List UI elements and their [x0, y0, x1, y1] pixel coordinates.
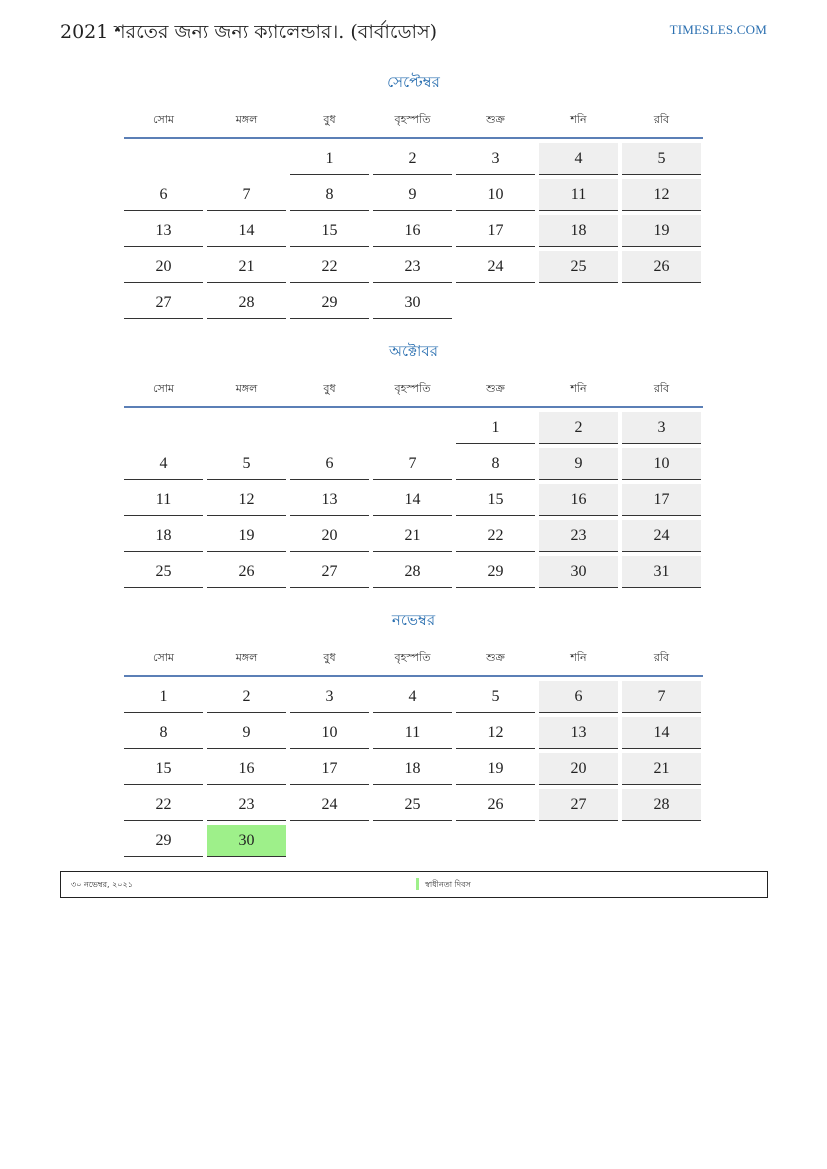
day-cell[interactable]: 27: [290, 556, 369, 588]
week-row: [124, 484, 703, 516]
day-cell[interactable]: 20: [290, 520, 369, 552]
empty-day-cell: [456, 287, 535, 319]
day-cell[interactable]: 3: [456, 143, 535, 175]
day-cell[interactable]: 12: [622, 179, 701, 211]
week-row: [124, 753, 703, 785]
holiday-day-cell[interactable]: 30: [207, 825, 286, 857]
day-cell[interactable]: 10: [456, 179, 535, 211]
day-cell[interactable]: 26: [456, 789, 535, 821]
day-cell[interactable]: 8: [456, 448, 535, 480]
month-title: সেপ্টেম্বর: [387, 73, 440, 91]
weekday-label: রবি: [653, 112, 670, 126]
day-cell[interactable]: 19: [207, 520, 286, 552]
weekday-label: মঙ্গল: [235, 650, 258, 664]
day-cell[interactable]: 21: [207, 251, 286, 283]
day-cell[interactable]: 1: [124, 681, 203, 713]
weekday-label: শুক্র: [486, 381, 505, 395]
day-cell[interactable]: 30: [539, 556, 618, 588]
weekday-label: বুধ: [323, 112, 336, 126]
day-cell[interactable]: 20: [539, 753, 618, 785]
day-cell[interactable]: 16: [539, 484, 618, 516]
day-cell[interactable]: 12: [207, 484, 286, 516]
brand-link[interactable]: TIMESLES.COM: [669, 22, 767, 37]
day-cell[interactable]: 3: [622, 412, 701, 444]
day-cell[interactable]: 17: [622, 484, 701, 516]
week-row: [124, 520, 703, 552]
week-row: [124, 448, 703, 480]
week-row: [124, 681, 703, 713]
day-cell[interactable]: 25: [539, 251, 618, 283]
weekday-label: শুক্র: [486, 112, 505, 126]
day-cell[interactable]: 24: [290, 789, 369, 821]
day-cell[interactable]: 18: [373, 753, 452, 785]
day-cell[interactable]: 8: [290, 179, 369, 211]
day-cell[interactable]: 6: [539, 681, 618, 713]
weekday-label: বৃহস্পতি: [394, 381, 431, 395]
empty-day-cell: [539, 287, 618, 319]
day-cell[interactable]: 2: [207, 681, 286, 713]
day-cell[interactable]: 9: [539, 448, 618, 480]
weekday-header-row: [124, 646, 703, 670]
weekday-header-row: [124, 377, 703, 401]
day-cell[interactable]: 21: [373, 520, 452, 552]
day-cell[interactable]: 13: [539, 717, 618, 749]
day-cell[interactable]: 7: [373, 448, 452, 480]
day-cell[interactable]: 24: [456, 251, 535, 283]
empty-day-cell: [124, 412, 203, 444]
week-row: [124, 412, 703, 444]
day-cell[interactable]: 27: [124, 287, 203, 319]
day-cell[interactable]: 28: [373, 556, 452, 588]
weekday-label: রবি: [653, 650, 670, 664]
day-cell[interactable]: 2: [539, 412, 618, 444]
day-cell[interactable]: 15: [290, 215, 369, 247]
day-cell[interactable]: 10: [622, 448, 701, 480]
day-cell[interactable]: 1: [290, 143, 369, 175]
day-cell[interactable]: 26: [207, 556, 286, 588]
day-cell[interactable]: 26: [622, 251, 701, 283]
day-cell[interactable]: 2: [373, 143, 452, 175]
weekday-label: মঙ্গল: [235, 112, 258, 126]
day-cell[interactable]: 24: [622, 520, 701, 552]
weekday-label: মঙ্গল: [235, 381, 258, 395]
day-cell[interactable]: 7: [622, 681, 701, 713]
day-cell[interactable]: 9: [207, 717, 286, 749]
empty-day-cell: [373, 825, 452, 857]
day-cell[interactable]: 29: [124, 825, 203, 857]
day-cell[interactable]: 11: [124, 484, 203, 516]
day-cell[interactable]: 5: [456, 681, 535, 713]
month-october: [124, 339, 703, 588]
weekday-label: সোম: [152, 381, 175, 395]
week-row: [124, 287, 703, 319]
day-cell[interactable]: 14: [207, 215, 286, 247]
day-cell[interactable]: 1: [456, 412, 535, 444]
weekday-label: বুধ: [323, 650, 336, 664]
day-cell[interactable]: 29: [456, 556, 535, 588]
weekday-label: সোম: [152, 112, 175, 126]
empty-day-cell: [290, 825, 369, 857]
day-cell[interactable]: 13: [124, 215, 203, 247]
header-divider: [124, 406, 703, 408]
holiday-date: ৩০ নভেম্বর, ২০২১: [71, 880, 133, 889]
day-cell[interactable]: 16: [373, 215, 452, 247]
weekday-label: বৃহস্পতি: [394, 650, 431, 664]
day-cell[interactable]: 28: [207, 287, 286, 319]
day-cell[interactable]: 4: [124, 448, 203, 480]
weekday-label: রবি: [653, 381, 670, 395]
day-cell[interactable]: 23: [539, 520, 618, 552]
day-cell[interactable]: 23: [207, 789, 286, 821]
week-row: [124, 825, 703, 857]
day-cell[interactable]: 25: [124, 556, 203, 588]
day-cell[interactable]: 19: [622, 215, 701, 247]
weekday-label: শনি: [570, 381, 587, 395]
empty-day-cell: [456, 825, 535, 857]
month-title: নভেম্বর: [391, 611, 436, 629]
week-row: [124, 179, 703, 211]
weekday-label: সোম: [152, 650, 175, 664]
week-row: [124, 215, 703, 247]
header-divider: [124, 675, 703, 677]
day-cell[interactable]: 7: [207, 179, 286, 211]
day-cell[interactable]: 3: [290, 681, 369, 713]
day-cell[interactable]: 27: [539, 789, 618, 821]
day-cell[interactable]: 16: [207, 753, 286, 785]
week-row: [124, 717, 703, 749]
day-cell[interactable]: 15: [124, 753, 203, 785]
week-row: [124, 556, 703, 588]
week-row: [124, 789, 703, 821]
weekday-label: বৃহস্পতি: [394, 112, 431, 126]
month-september: [124, 70, 703, 319]
month-november: [124, 608, 703, 857]
day-cell[interactable]: 12: [456, 717, 535, 749]
day-cell[interactable]: 11: [373, 717, 452, 749]
empty-day-cell: [622, 825, 701, 857]
day-cell[interactable]: 20: [124, 251, 203, 283]
day-cell[interactable]: 22: [456, 520, 535, 552]
empty-day-cell: [622, 287, 701, 319]
holiday-color-swatch: [416, 878, 419, 890]
holiday-legend: [60, 871, 768, 898]
weekday-label: শনি: [570, 650, 587, 664]
week-row: [124, 143, 703, 175]
empty-day-cell: [373, 412, 452, 444]
empty-day-cell: [207, 143, 286, 175]
page-title: 2021 শরতের জন্য জন্য ক্যালেন্ডার।. (বার্বাডোস): [60, 21, 438, 43]
day-cell[interactable]: 14: [622, 717, 701, 749]
day-cell[interactable]: 14: [373, 484, 452, 516]
weekday-label: শুক্র: [486, 650, 505, 664]
empty-day-cell: [539, 825, 618, 857]
day-cell[interactable]: 29: [290, 287, 369, 319]
day-cell[interactable]: 6: [290, 448, 369, 480]
day-cell[interactable]: 19: [456, 753, 535, 785]
day-cell[interactable]: 22: [290, 251, 369, 283]
day-cell[interactable]: 25: [373, 789, 452, 821]
day-cell[interactable]: 11: [539, 179, 618, 211]
day-cell[interactable]: 6: [124, 179, 203, 211]
day-cell[interactable]: 8: [124, 717, 203, 749]
day-cell[interactable]: 22: [124, 789, 203, 821]
day-cell[interactable]: 28: [622, 789, 701, 821]
day-cell[interactable]: 17: [456, 215, 535, 247]
day-cell[interactable]: 21: [622, 753, 701, 785]
day-cell[interactable]: 9: [373, 179, 452, 211]
day-cell[interactable]: 18: [124, 520, 203, 552]
day-cell[interactable]: 31: [622, 556, 701, 588]
day-cell[interactable]: 4: [373, 681, 452, 713]
empty-day-cell: [207, 412, 286, 444]
day-cell[interactable]: 30: [373, 287, 452, 319]
day-cell[interactable]: 5: [207, 448, 286, 480]
day-cell[interactable]: 23: [373, 251, 452, 283]
day-cell[interactable]: 4: [539, 143, 618, 175]
day-cell[interactable]: 15: [456, 484, 535, 516]
week-row: [124, 251, 703, 283]
day-cell[interactable]: 18: [539, 215, 618, 247]
weekday-label: বুধ: [323, 381, 336, 395]
day-cell[interactable]: 5: [622, 143, 701, 175]
month-title: অক্টোবর: [388, 342, 439, 360]
header-divider: [124, 137, 703, 139]
holiday-name: স্বাধীনতা দিবস: [425, 880, 471, 889]
weekday-header-row: [124, 108, 703, 132]
day-cell[interactable]: 13: [290, 484, 369, 516]
empty-day-cell: [124, 143, 203, 175]
empty-day-cell: [290, 412, 369, 444]
day-cell[interactable]: 17: [290, 753, 369, 785]
weekday-label: শনি: [570, 112, 587, 126]
day-cell[interactable]: 10: [290, 717, 369, 749]
